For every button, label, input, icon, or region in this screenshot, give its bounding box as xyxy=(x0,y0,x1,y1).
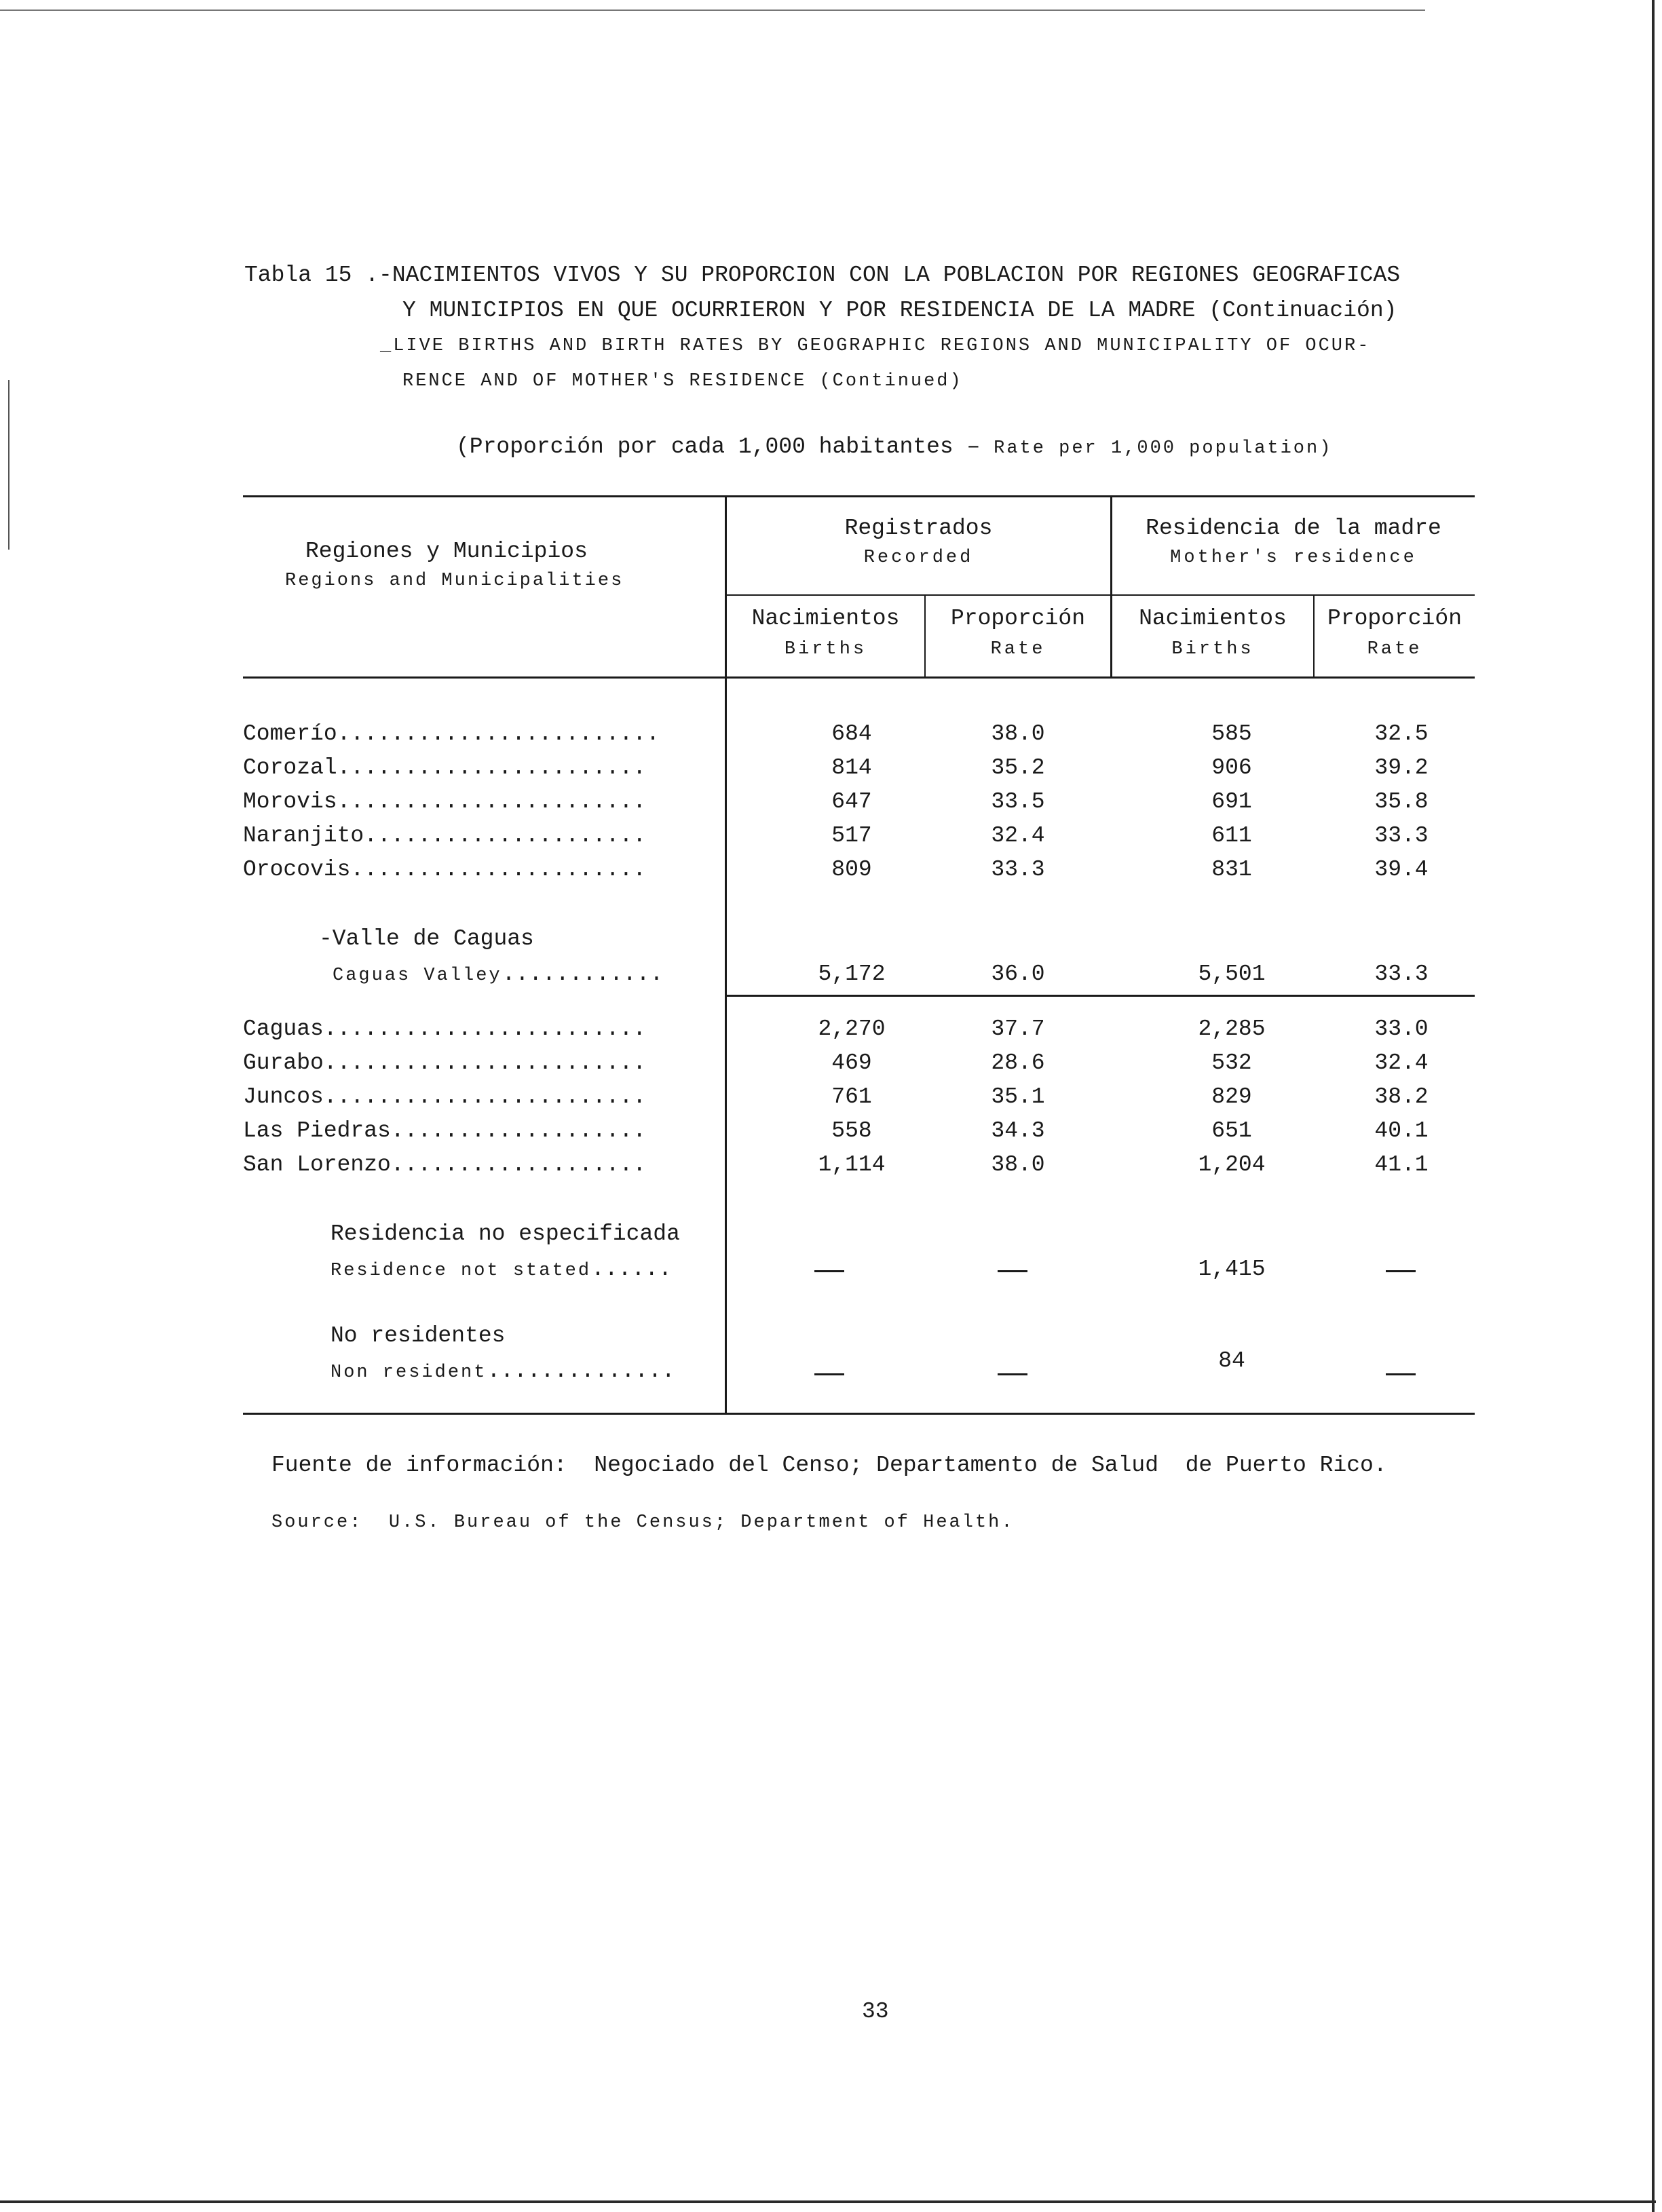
group-recorded-en: Recorded xyxy=(863,548,974,568)
rec-rate: 33.5 xyxy=(991,789,1045,814)
municipality-name: San Lorenzo xyxy=(243,1152,391,1177)
not-stated-name-es: Residencia no especificada xyxy=(330,1221,680,1246)
leader-dots: ................... xyxy=(390,1118,647,1143)
col-res-births-es: Nacimientos xyxy=(1139,606,1287,631)
res-births: 84 xyxy=(1218,1348,1245,1373)
leader-dots: ...................... xyxy=(350,857,647,882)
rec-births: 558 xyxy=(831,1118,872,1143)
res-rate: 33.3 xyxy=(1374,961,1429,987)
res-births: 829 xyxy=(1211,1084,1252,1109)
res-births: 1,204 xyxy=(1198,1152,1266,1177)
leader-dots: ....................... xyxy=(337,755,647,780)
res-births: 611 xyxy=(1211,823,1252,848)
leader-dots: ...... xyxy=(591,1257,672,1282)
group-recorded-es: Registrados xyxy=(844,516,993,541)
title-en-line2: RENCE AND OF MOTHER'S RESIDENCE (Continued) xyxy=(402,371,963,392)
stub-header-en: Regions and Municipalities xyxy=(285,571,624,591)
rec-rate-dash xyxy=(998,1270,1027,1272)
page-number: 33 xyxy=(862,1999,889,2024)
title-es-line2: Y MUNICIPIOS EN QUE OCURRIERON Y POR RESIDENCIA DE LA MADRE (Continuación) xyxy=(402,298,1397,323)
col-rec-births-es: Nacimientos xyxy=(751,606,900,631)
res-births: 532 xyxy=(1211,1050,1252,1075)
page-edge-top xyxy=(0,9,1425,11)
rec-births: 814 xyxy=(831,755,872,780)
rec-births-dash xyxy=(814,1270,844,1272)
row-label xyxy=(243,1118,646,1143)
table-top-rule xyxy=(243,495,1475,497)
col-rec-rate-en: Rate xyxy=(990,639,1046,660)
rec-births: 684 xyxy=(831,721,872,746)
row-label xyxy=(243,789,646,814)
rec-rate: 33.3 xyxy=(991,857,1045,882)
group-residence-header xyxy=(1112,516,1475,568)
col-rec-births-header xyxy=(727,606,924,660)
res-births: 906 xyxy=(1211,755,1252,780)
row-label xyxy=(243,857,646,882)
rec-births: 5,172 xyxy=(818,961,886,987)
not-stated-label-en xyxy=(330,1257,672,1282)
valley-name-en: Caguas Valley xyxy=(333,966,502,986)
source-note-en: Source: U.S. Bureau of the Census; Department of Health. xyxy=(271,1512,1015,1533)
not-stated-name-en: Residence not stated xyxy=(330,1261,592,1281)
page-edge-bottom xyxy=(0,2200,1656,2203)
col-res-births-header xyxy=(1112,606,1313,660)
row-label xyxy=(243,721,660,746)
rec-births: 1,114 xyxy=(818,1152,886,1177)
title-es-line1: Tabla 15 .-NACIMIENTOS VIVOS Y SU PROPORCION CON LA POBLACION POR REGIONES GEOGRAFICAS xyxy=(244,263,1401,288)
table-title xyxy=(244,258,1479,399)
res-rate-dash xyxy=(1386,1373,1416,1375)
res-births: 585 xyxy=(1211,721,1252,746)
rec-births: 761 xyxy=(831,1084,872,1109)
col-rec-births-en: Births xyxy=(784,639,867,660)
municipality-name: Morovis xyxy=(243,789,337,814)
valley-name-es: -Valle de Caguas xyxy=(319,926,534,951)
row-label xyxy=(243,1152,646,1177)
table-header-bottom-rule xyxy=(243,676,1475,679)
col-res-rate-header xyxy=(1315,606,1475,660)
group-recorded-header xyxy=(727,516,1110,568)
rec-births: 2,270 xyxy=(818,1016,886,1042)
res-rate: 39.4 xyxy=(1374,857,1429,882)
res-rate: 40.1 xyxy=(1374,1118,1429,1143)
leader-dots: ........................ xyxy=(337,721,660,746)
res-births: 5,501 xyxy=(1198,961,1266,987)
rec-births: 469 xyxy=(831,1050,872,1075)
rec-rate: 35.1 xyxy=(991,1084,1045,1109)
valley-label-en xyxy=(333,961,663,987)
row-label xyxy=(243,1050,646,1075)
rec-rate: 34.3 xyxy=(991,1118,1045,1143)
col-rec-rate-header xyxy=(926,606,1110,660)
non-resident-name-en: Non resident xyxy=(330,1362,487,1383)
municipality-name: Caguas xyxy=(243,1016,324,1042)
page-edge-right xyxy=(1652,0,1655,2212)
municipality-name: Orocovis xyxy=(243,857,351,882)
municipality-name: Corozal xyxy=(243,755,337,780)
subtitle-es: (Proporción por cada 1,000 habitantes – xyxy=(456,434,981,459)
leader-dots: ....................... xyxy=(337,789,647,814)
res-births: 691 xyxy=(1211,789,1252,814)
source-note xyxy=(271,1425,1387,1551)
res-rate: 41.1 xyxy=(1374,1152,1429,1177)
rec-births: 647 xyxy=(831,789,872,814)
stub-header xyxy=(285,539,692,591)
page-edge-left xyxy=(8,380,10,550)
res-rate: 32.5 xyxy=(1374,721,1429,746)
leader-dots: ............ xyxy=(502,961,664,987)
municipality-name: Naranjito xyxy=(243,823,364,848)
subtitle-en: Rate per 1,000 population) xyxy=(994,438,1333,459)
source-note-es: Fuente de información: Negociado del Censo; Departamento de Salud de Puerto Rico. xyxy=(271,1453,1387,1478)
res-births: 831 xyxy=(1211,857,1252,882)
col-res-rate-en: Rate xyxy=(1367,639,1422,660)
non-resident-label-en xyxy=(330,1358,675,1384)
row-label xyxy=(243,823,646,848)
leader-dots: .............. xyxy=(487,1358,675,1384)
municipality-name: Gurabo xyxy=(243,1050,324,1075)
group-residence-en: Mother's residence xyxy=(1170,548,1417,568)
group-residence-es: Residencia de la madre xyxy=(1146,516,1441,541)
rec-rate: 36.0 xyxy=(991,961,1045,987)
res-births: 1,415 xyxy=(1198,1257,1266,1282)
table-header-mid-rule xyxy=(725,594,1475,596)
rec-rate: 37.7 xyxy=(991,1016,1045,1042)
res-rate-dash xyxy=(1386,1270,1416,1272)
res-births: 651 xyxy=(1211,1118,1252,1143)
res-rate: 33.0 xyxy=(1374,1016,1429,1042)
row-label xyxy=(243,1084,646,1109)
row-label xyxy=(243,755,646,780)
stub-header-es: Regiones y Municipios xyxy=(305,539,588,564)
non-resident-name-es: No residentes xyxy=(330,1323,506,1348)
res-births: 2,285 xyxy=(1198,1016,1266,1042)
col-res-rate-es: Proporción xyxy=(1327,606,1462,631)
title-en-line1: _LIVE BIRTHS AND BIRTH RATES BY GEOGRAPHIC REGIONS AND MUNICIPALITY OF OCUR- xyxy=(380,336,1371,356)
municipality-name: Las Piedras xyxy=(243,1118,391,1143)
rec-rate: 38.0 xyxy=(991,721,1045,746)
leader-dots: ........................ xyxy=(323,1050,647,1075)
res-rate: 33.3 xyxy=(1374,823,1429,848)
rec-births: 809 xyxy=(831,857,872,882)
municipality-name: Juncos xyxy=(243,1084,324,1109)
res-rate: 35.8 xyxy=(1374,789,1429,814)
row-label xyxy=(243,1016,646,1042)
rec-rate-dash xyxy=(998,1373,1027,1375)
rec-births: 517 xyxy=(831,823,872,848)
rec-births-dash xyxy=(814,1373,844,1375)
col-res-births-en: Births xyxy=(1171,639,1254,660)
municipality-name: Comerío xyxy=(243,721,337,746)
res-rate: 38.2 xyxy=(1374,1084,1429,1109)
res-rate: 32.4 xyxy=(1374,1050,1429,1075)
valley-subtotal-rule xyxy=(725,995,1475,997)
leader-dots: ........................ xyxy=(323,1016,647,1042)
leader-dots: ..................... xyxy=(364,823,647,848)
rec-rate: 28.6 xyxy=(991,1050,1045,1075)
res-rate: 39.2 xyxy=(1374,755,1429,780)
rec-rate: 35.2 xyxy=(991,755,1045,780)
table-bottom-rule xyxy=(243,1413,1475,1415)
leader-dots: ................... xyxy=(390,1152,647,1177)
rec-rate: 38.0 xyxy=(991,1152,1045,1177)
rec-rate: 32.4 xyxy=(991,823,1045,848)
leader-dots: ........................ xyxy=(323,1084,647,1109)
table-subtitle xyxy=(456,434,1332,459)
col-rec-rate-es: Proporción xyxy=(950,606,1086,631)
